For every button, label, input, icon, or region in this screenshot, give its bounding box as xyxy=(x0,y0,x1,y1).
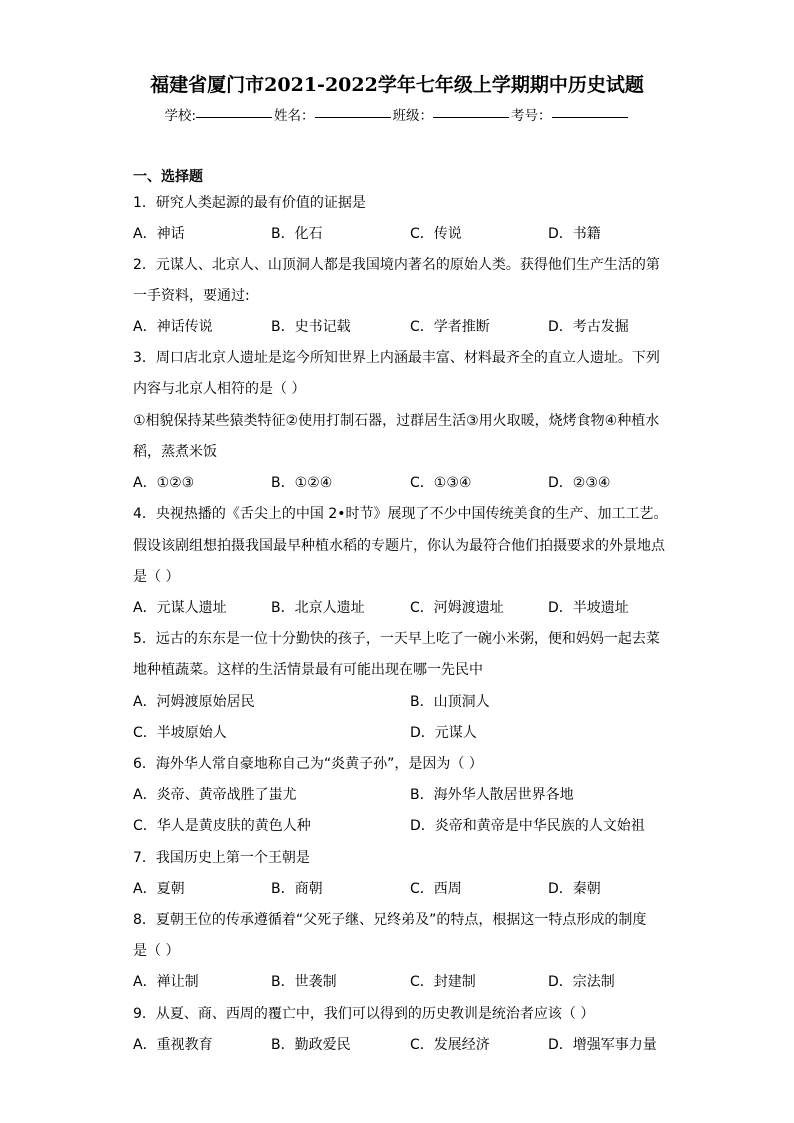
class-blank xyxy=(433,104,509,118)
option-b: B．化石 xyxy=(271,226,323,242)
option-b: B．北京人遗址 xyxy=(271,600,365,616)
question-4-stem-line-1: 4．央视热播的《舌尖上的中国 2•时节》展现了不少中国传统美食的生产、加工工艺。 xyxy=(133,506,668,522)
id-blank xyxy=(552,104,628,118)
question-5-stem-line-1: 5．远古的东东是一位十分勤快的孩子，一天早上吃了一碗小米粥，便和妈妈一起去菜 xyxy=(133,631,660,647)
question-2-options xyxy=(133,316,693,336)
question-2-stem-line-2: 一手资料，要通过: xyxy=(133,288,250,304)
option-d: D．考古发掘 xyxy=(548,319,629,335)
question-6-options-row-2 xyxy=(133,815,693,835)
option-c: C．河姆渡遗址 xyxy=(410,600,504,616)
option-b: B．①②④ xyxy=(271,475,333,491)
option-a: A．重视教育 xyxy=(133,1037,213,1053)
class-label: 班级： xyxy=(392,108,434,124)
question-7-stem: 7．我国历史上第一个王朝是 xyxy=(133,850,310,866)
question-1-options xyxy=(133,223,693,243)
question-2-stem-line-1: 2．元谋人、北京人、山顶洞人都是我国境内著名的原始人类。获得他们生产生活的第 xyxy=(133,257,660,273)
question-3-stem-line-1: 3．周口店北京人遗址是迄今所知世界上内涵最丰富、材料最齐全的直立人遗址。下列 xyxy=(133,350,660,366)
option-d: D．元谋人 xyxy=(410,725,477,741)
question-3-stem-line-4: 稻，蒸煮米饭 xyxy=(133,444,217,460)
question-8-stem-line-2: 是（ ） xyxy=(133,943,180,959)
question-7-options xyxy=(133,878,693,898)
option-c: C．传说 xyxy=(410,226,462,242)
question-9-stem: 9．从夏、商、西周的覆亡中，我们可以得到的历史教训是统治者应该（ ） xyxy=(133,1006,595,1022)
option-d: D．②③④ xyxy=(548,475,611,491)
option-c: C．学者推断 xyxy=(410,319,490,335)
question-5-options-row-2 xyxy=(133,722,693,742)
option-a: A．①②③ xyxy=(133,475,195,491)
option-a: A．元谋人遗址 xyxy=(133,600,227,616)
school-label: 学校: xyxy=(164,108,197,124)
name-blank xyxy=(315,104,391,118)
option-a: A．炎帝、黄帝战胜了蚩尤 xyxy=(133,787,297,803)
question-3-stem-line-2: 内容与北京人相符的是（ ） xyxy=(133,381,306,397)
option-b: B．勤政爱民 xyxy=(271,1037,351,1053)
option-a: A．神话 xyxy=(133,226,185,242)
option-b: B．海外华人散居世界各地 xyxy=(410,787,574,803)
option-d: D．书籍 xyxy=(548,226,601,242)
option-c: C．①③④ xyxy=(410,475,472,491)
option-d: D．宗法制 xyxy=(548,974,615,990)
question-8-stem-line-1: 8．夏朝王位的传承遵循着“父死子继、兄终弟及”的特点，根据这一特点形成的制度 xyxy=(133,912,647,928)
page-title: 福建省厦门市2021-2022学年七年级上学期期中历史试题 xyxy=(150,74,644,96)
question-4-stem-line-2: 假设该剧组想拍摄我国最早种植水稻的专题片，你认为最符合他们拍摄要求的外景地点 xyxy=(133,538,665,554)
option-c: C．半坡原始人 xyxy=(133,725,227,741)
question-8-options xyxy=(133,971,693,991)
option-c: C．封建制 xyxy=(410,974,476,990)
question-5-stem-line-2: 地种植蔬菜。这样的生活情景最有可能出现在哪一先民中 xyxy=(133,662,483,678)
option-b: B．世袭制 xyxy=(271,974,337,990)
option-a: A．夏朝 xyxy=(133,881,185,897)
option-b: B．山顶洞人 xyxy=(410,694,490,710)
option-a: A．禅让制 xyxy=(133,974,199,990)
option-c: C．华人是黄皮肤的黄色人种 xyxy=(133,818,311,834)
question-4-stem-line-3: 是（ ） xyxy=(133,569,180,585)
option-d: D．炎帝和黄帝是中华民族的人文始祖 xyxy=(410,818,645,834)
option-d: D．秦朝 xyxy=(548,881,601,897)
school-blank xyxy=(196,104,272,118)
question-4-options xyxy=(133,597,693,617)
option-d: D．增强军事力量 xyxy=(548,1037,657,1053)
option-a: A．神话传说 xyxy=(133,319,213,335)
option-b: B．商朝 xyxy=(271,881,323,897)
option-a: A．河姆渡原始居民 xyxy=(133,694,255,710)
question-6-options-row-1 xyxy=(133,784,693,804)
question-3-stem-line-3: ①相貌保持某些猿类特征②使用打制石器，过群居生活③用火取暖，烧烤食物④种植水 xyxy=(133,413,660,429)
option-b: B．史书记载 xyxy=(271,319,351,335)
question-6-stem: 6．海外华人常自豪地称自己为“炎黄子孙”，是因为（ ） xyxy=(133,756,483,772)
student-info-line xyxy=(0,104,794,124)
question-1-stem: 1．研究人类起源的最有价值的证据是 xyxy=(133,195,366,211)
section-heading: 一、选择题 xyxy=(133,169,203,185)
question-5-options-row-1 xyxy=(133,691,693,711)
option-d: D．半坡遗址 xyxy=(548,600,629,616)
question-3-options xyxy=(133,472,693,492)
option-c: C．发展经济 xyxy=(410,1037,490,1053)
name-label: 姓名： xyxy=(274,108,315,124)
id-label: 考号： xyxy=(511,108,552,124)
question-9-options xyxy=(133,1034,693,1054)
option-c: C．西周 xyxy=(410,881,462,897)
